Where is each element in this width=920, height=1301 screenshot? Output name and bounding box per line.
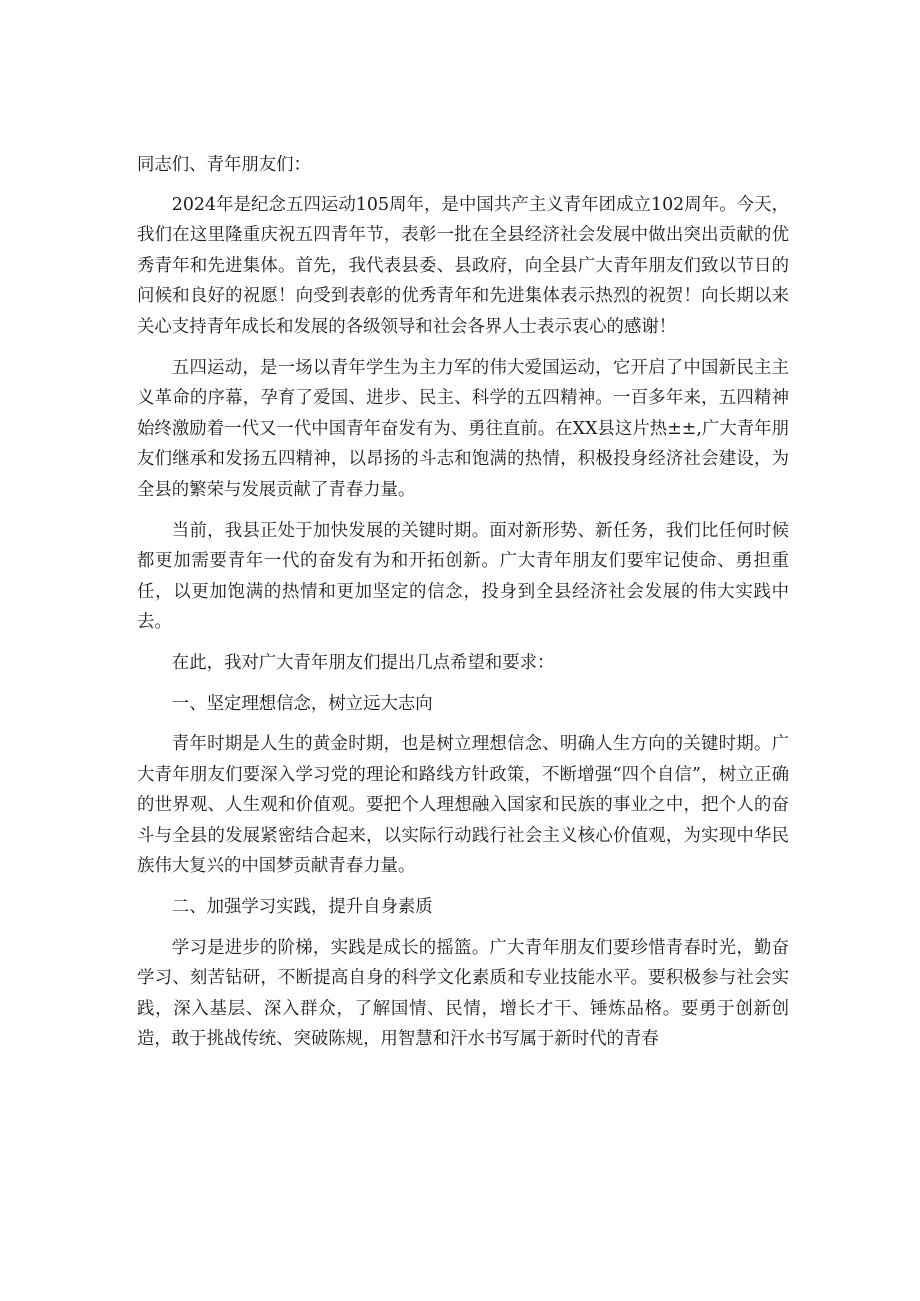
paragraph-may-fourth-movement: 五四运动，是一场以青年学生为主力军的伟大爱国运动，它开启了中国新民主主义革命的序幕，孕育了爱国、进步、民主、科学的五四精神。一百多年来，五四精神始终激励着一代又一代中国青年奋发有为、勇往直前。在XX县这片热±±,广大青年朋友们继承和发扬五四精神，以昂扬的斗志和饱满的热情，积极投身经济社会建设，为全县的繁荣与发展贡献了青春力量。 [137,357,789,500]
paragraph-study-practice: 学习是进步的阶梯，实践是成长的摇篮。广大青年朋友们要珍惜青春时光，勤奋学习、刻苦钻研，不断提高自身的科学文化素质和专业技能水平。要积极参与社会实践，深入基层、深入群众，了解国情、民情，增长才干、锤炼品格。要勇于创新创造，敢于挑战传统、突破陈规，用智慧和汗水书写属于新时代的青春 [137,937,789,1050]
paragraph-hopes-intro: 在此，我对广大青年朋友们提出几点希望和要求： [171,652,555,673]
salutation: 同志们、青年朋友们： [137,155,311,175]
paragraph-anniversary: 2024年是纪念五四运动105周年，是中国共产主义青年团成立102周年。今天，我们在这里隆重庆祝五四青年节，表彰一批在全县经济社会发展中做出突出贡献的优秀青年和先进集体。首先，我代表县委、县政府，向全县广大青年朋友们致以节日的问候和良好的祝愿！向受到表彰的优秀青年和先进集体表示热烈的祝贺！向长期以来关心支持青年成长和发展的各级领导和社会各界人士表示衷心的感谢！ [137,194,789,337]
section-heading-ideals: 一、坚定理想信念，树立远大志向 [171,693,433,714]
paragraph-ideals: 青年时期是人生的黄金时期，也是树立理想信念、明确人生方向的关键时期。广大青年朋友们要深入学习党的理论和路线方针政策，不断增强“四个自信”，树立正确的世界观、人生观和价值观。要把个人理想融入国家和民族的事业之中，把个人的奋斗与全县的发展紧密结合起来，以实际行动践行社会主义核心价值观，为实现中华民族伟大复兴的中国梦贡献青春力量。 [137,734,789,877]
speech-body [137,150,789,1055]
section-heading-study-practice: 二、加强学习实践，提升自身素质 [171,897,433,918]
paragraph-current-situation: 当前，我县正处于加快发展的关键时期。面对新形势、新任务，我们比任何时候都更加需要青年一代的奋发有为和开拓创新。广大青年朋友们要牢记使命、勇担重任，以更加饱满的热情和更加坚定的信念，投身到全县经济社会发展的伟大实践中去。 [137,520,789,633]
